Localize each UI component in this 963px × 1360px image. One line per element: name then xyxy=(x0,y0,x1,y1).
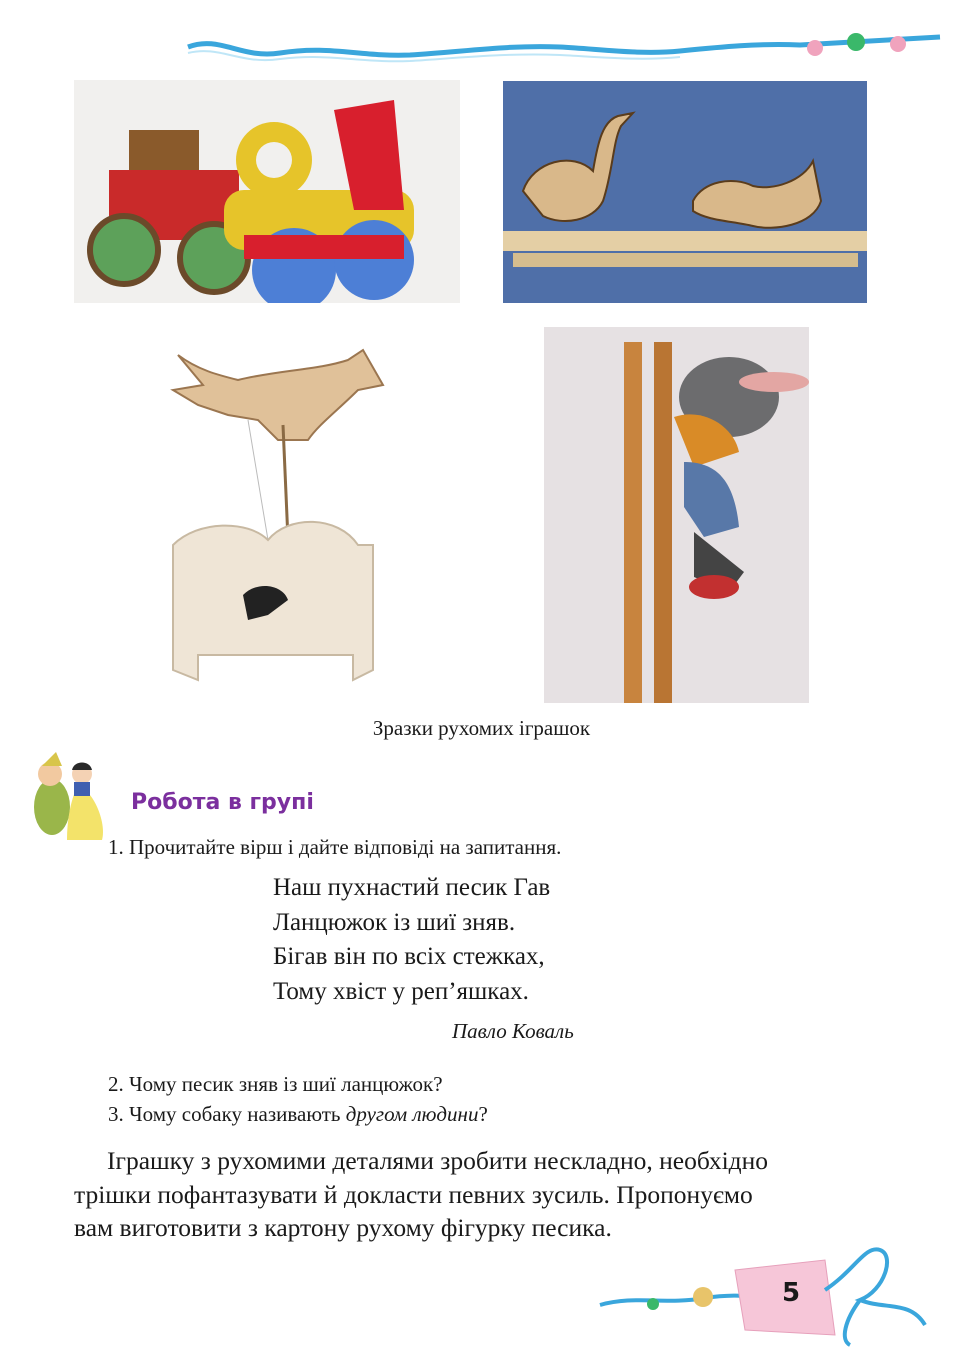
page-number: 5 xyxy=(782,1278,801,1308)
green-bead-icon xyxy=(847,33,865,51)
poem xyxy=(273,871,550,1009)
task-3-text: 3. Чому собаку називають xyxy=(108,1102,346,1126)
green-bead-icon xyxy=(647,1298,659,1310)
poem-line: Наш пухнастий песик Гав xyxy=(273,874,551,901)
pink-bead-icon xyxy=(807,40,823,56)
top-ribbon-decoration xyxy=(180,25,950,75)
poem-line: Тому хвіст у реп’яшках. xyxy=(273,977,529,1005)
group-work-illustration xyxy=(22,752,114,844)
task-1: 1. Прочитайте вірш і дайте відповіді на запитання. xyxy=(108,835,562,859)
body-paragraph xyxy=(74,1144,894,1245)
task-3-emphasis: другом людини xyxy=(345,1102,479,1126)
task-2: 2. Чому песик зняв із шиї ланцюжок? xyxy=(108,1072,443,1096)
paragraph-line: вам виготовити з картону рухому фігурку песика. xyxy=(74,1213,612,1242)
paragraph-line: трішки пофантазувати й докласти певних зусиль. Пропонуємо xyxy=(74,1179,753,1209)
photo-geese xyxy=(503,81,867,303)
poem-author: Павло Коваль xyxy=(452,1019,574,1043)
section-title: Робота в групі xyxy=(131,790,314,815)
photo-bunny-acrobat xyxy=(544,327,809,703)
poem-line: Бігав він по всіх стежках, xyxy=(273,943,545,970)
poem-line: Ланцюжок із шиї зняв. xyxy=(273,908,516,936)
gold-bead-icon xyxy=(693,1287,713,1307)
photo-horse-toy xyxy=(158,330,396,706)
figure-caption: Зразки рухомих іграшок xyxy=(372,716,591,740)
bottom-ribbon-decoration xyxy=(595,1240,935,1350)
task-3-suffix: ? xyxy=(478,1102,488,1126)
photo-toy-train xyxy=(74,80,460,303)
pink-bead-icon xyxy=(890,36,906,52)
paragraph-line: Іграшку з рухомими деталями зробити нескладно, необхідно xyxy=(107,1146,769,1175)
task-3 xyxy=(108,1102,488,1127)
